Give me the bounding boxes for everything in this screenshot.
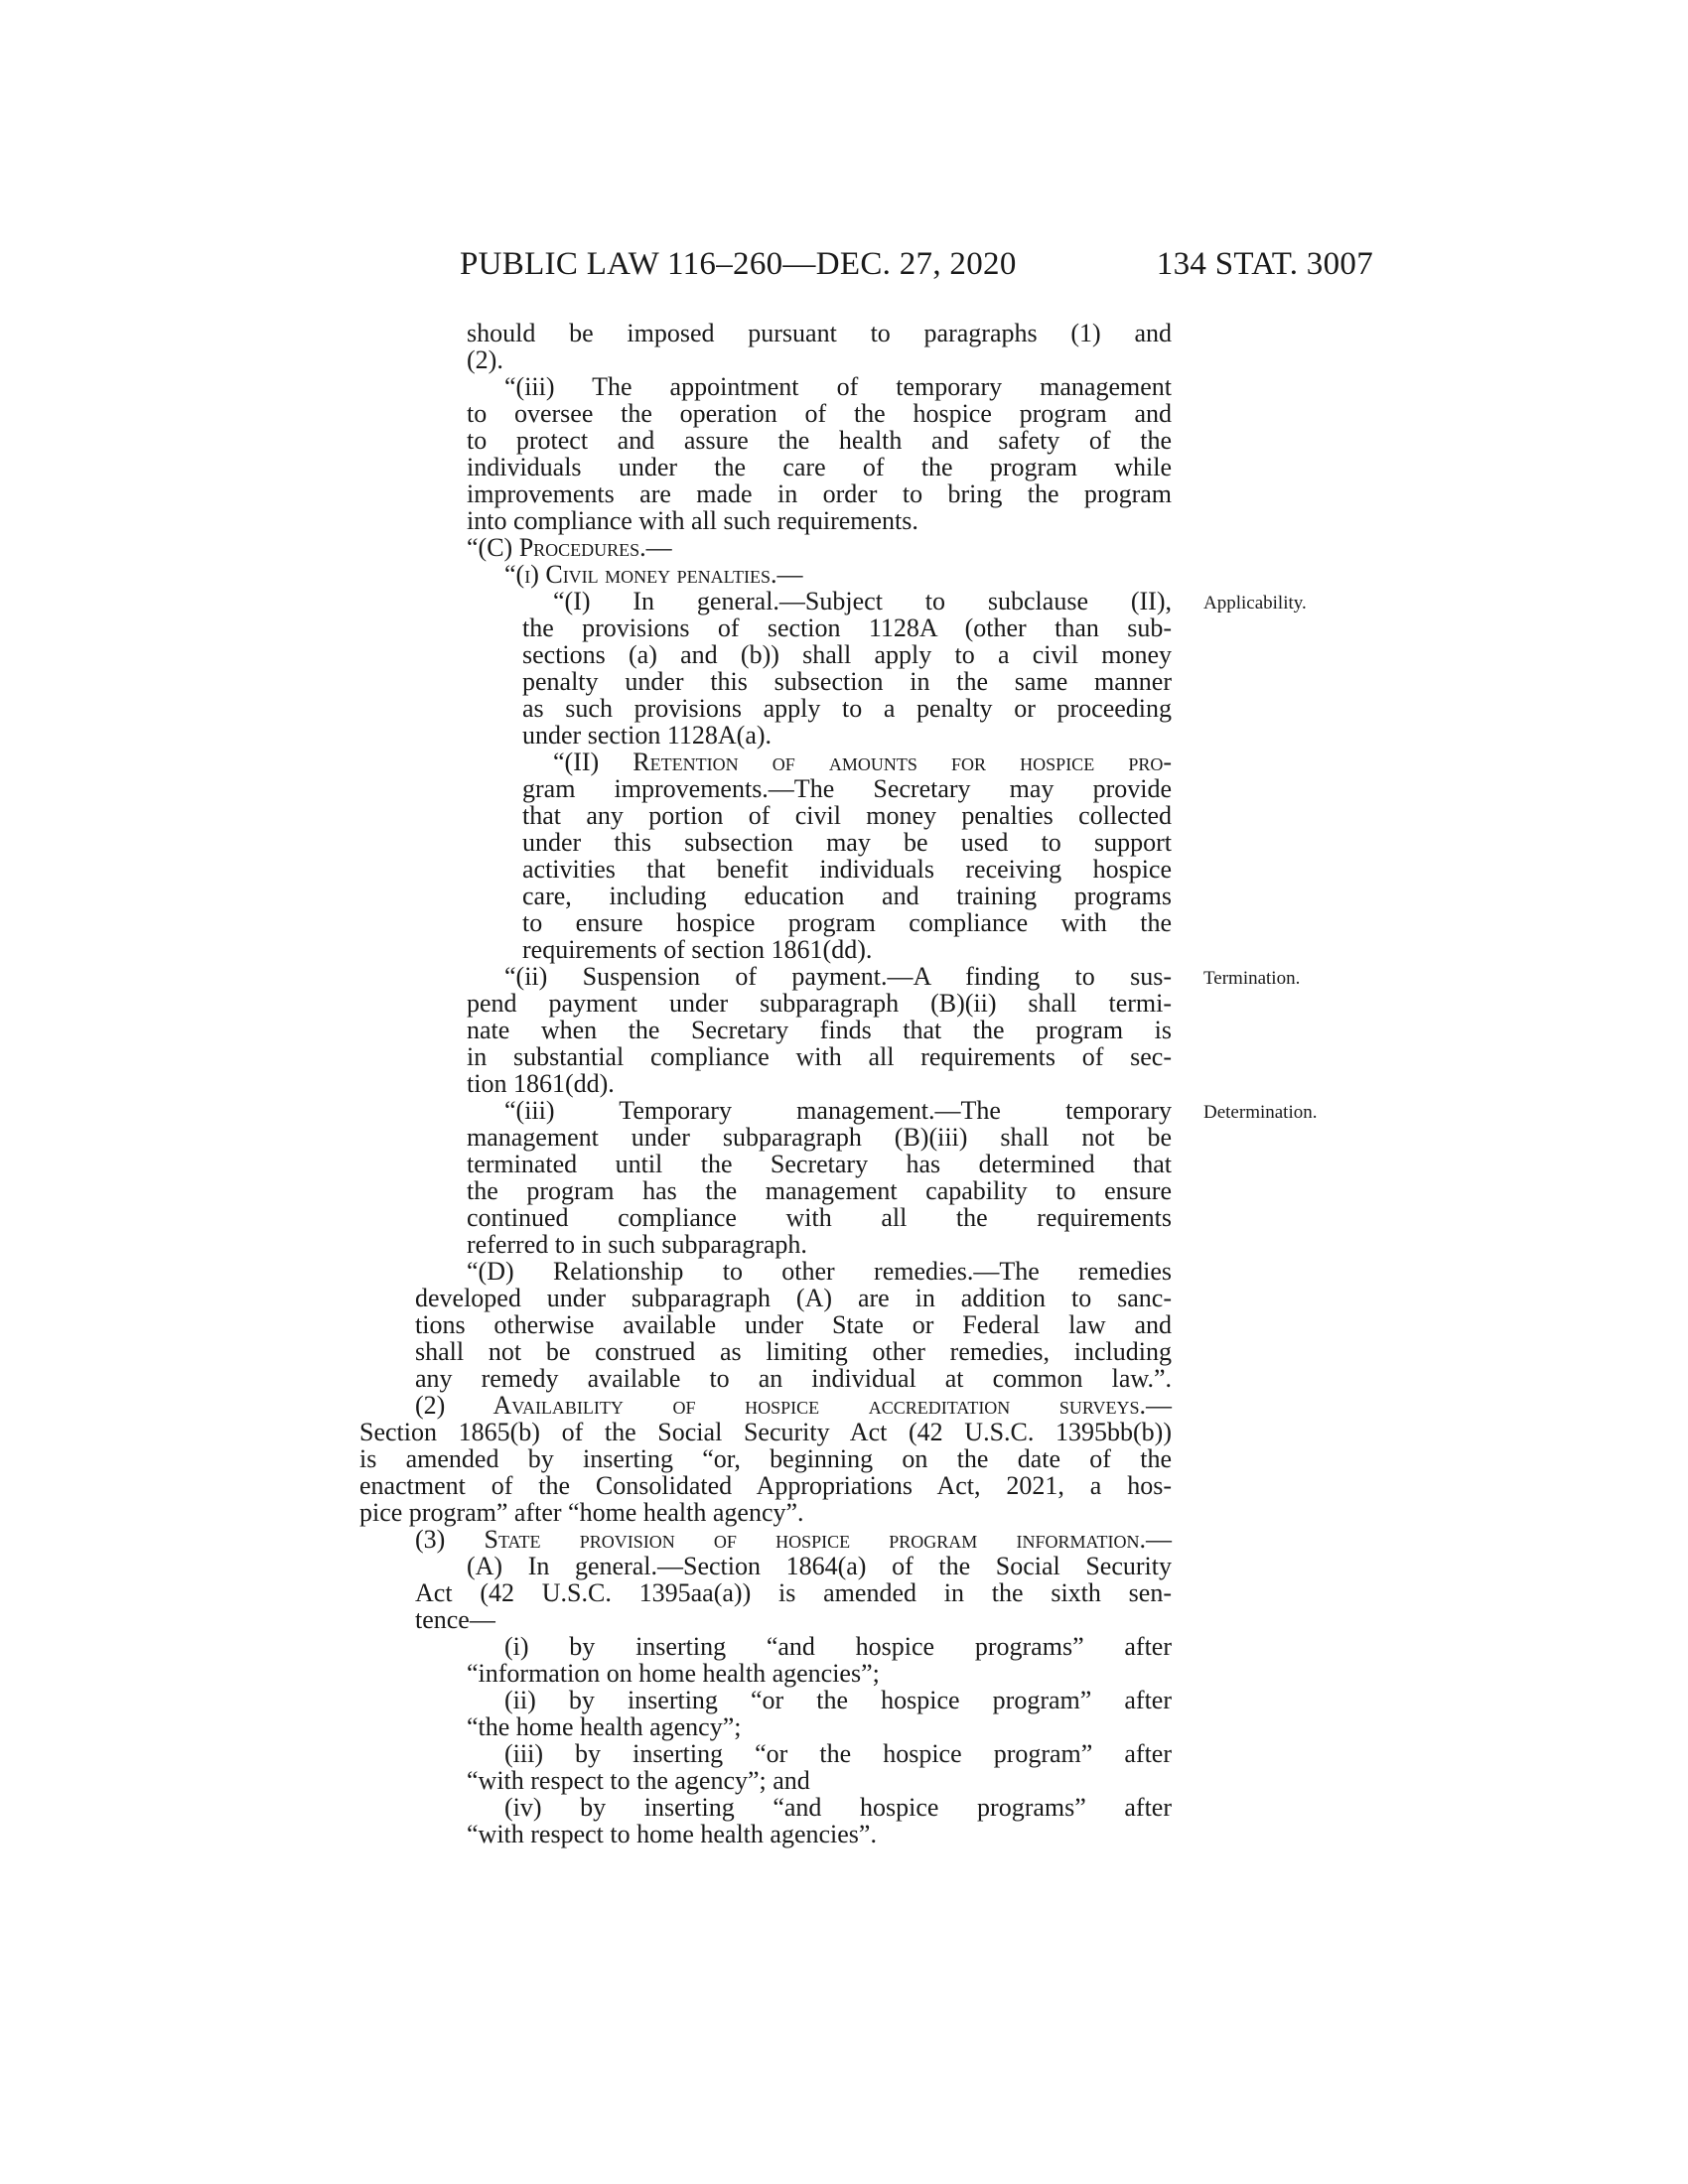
margin-note-determination: Determination.: [1203, 1102, 1318, 1123]
text-line: penalty under this subsection in the same manner: [522, 667, 1172, 696]
text-line: into compliance with all such requirements.: [467, 506, 918, 535]
text-line: shall not be construed as limiting other remedies, including: [415, 1337, 1172, 1366]
text-line: the provisions of section 1128A (other than sub-: [522, 614, 1172, 642]
text-line: developed under subparagraph (A) are in addition to sanc-: [415, 1284, 1172, 1312]
text-line: (2).: [467, 345, 503, 374]
heading-civil-money-penalties: “(i) Civil money penalties.—: [504, 560, 803, 589]
margin-note-applicability: Applicability.: [1203, 593, 1307, 614]
text-line: pice program” after “home health agency”.: [359, 1498, 804, 1527]
text-line: that any portion of civil money penalties collected: [522, 801, 1172, 830]
heading-procedures: “(C) Procedures.—: [467, 533, 672, 562]
public-law-citation: PUBLIC LAW 116–260—DEC. 27, 2020: [460, 246, 1017, 282]
text-line: referred to in such subparagraph.: [467, 1230, 807, 1259]
text-line: management under subparagraph (B)(iii) shall not be: [467, 1123, 1172, 1152]
text-line: (iii) by inserting “or the hospice program” after: [504, 1739, 1172, 1768]
text-line: “(D) Relationship to other remedies.—The remedies: [467, 1257, 1172, 1286]
text-line: to ensure hospice program compliance with the: [522, 908, 1172, 937]
statute-page-number: 134 STAT. 3007: [1156, 246, 1373, 282]
text-line: “(ii) Suspension of payment.—A finding to sus-: [504, 962, 1172, 991]
text-line: improvements are made in order to bring the program: [467, 479, 1172, 508]
text-line: nate when the Secretary finds that the program is: [467, 1016, 1172, 1044]
text-line: pend payment under subparagraph (B)(ii) shall termi-: [467, 989, 1172, 1018]
text-line: continued compliance with all the requirements: [467, 1203, 1172, 1232]
text-line: (iv) by inserting “and hospice programs” after: [504, 1793, 1172, 1822]
text-line: “information on home health agencies”;: [467, 1659, 880, 1688]
text-line: in substantial compliance with all requirements of sec-: [467, 1042, 1172, 1071]
text-line: the program has the management capability to ensure: [467, 1176, 1172, 1205]
text-line: tions otherwise available under State or Federal law and: [415, 1310, 1172, 1339]
text-line: “(I) In general.—Subject to subclause (II),: [553, 587, 1172, 615]
text-line: “(iii) Temporary management.—The temporary: [504, 1096, 1172, 1125]
text-line: care, including education and training programs: [522, 882, 1172, 910]
text-line: “the home health agency”;: [467, 1712, 742, 1741]
text-line: (i) by inserting “and hospice programs” after: [504, 1632, 1172, 1661]
text-line: any remedy available to an individual at common law.”.: [415, 1364, 1172, 1393]
text-line: as such provisions apply to a penalty or proceeding: [522, 694, 1172, 723]
text-line: (ii) by inserting “or the hospice program” after: [504, 1686, 1172, 1714]
running-header: [460, 246, 1373, 286]
text-line: enactment of the Consolidated Appropriations Act, 2021, a hos-: [359, 1471, 1172, 1500]
text-line: is amended by inserting “or, beginning on the date of the: [359, 1444, 1172, 1473]
text-line: tion 1861(dd).: [467, 1069, 615, 1098]
text-line: to protect and assure the health and safety of the: [467, 426, 1172, 455]
text-line: individuals under the care of the program while: [467, 453, 1172, 481]
heading-availability-of-surveys: (2) Availability of hospice accreditation surveys.—: [415, 1391, 1172, 1420]
text-line: Section 1865(b) of the Social Security Act (42 U.S.C. 1395bb(b)): [359, 1418, 1172, 1446]
text-line: “(II) Retention of amounts for hospice pro-: [553, 748, 1172, 776]
text-line: “(iii) The appointment of temporary management: [504, 372, 1172, 401]
text-line: terminated until the Secretary has determined that: [467, 1150, 1172, 1178]
text-line: activities that benefit individuals receiving hospice: [522, 855, 1172, 884]
margin-note-termination: Termination.: [1203, 968, 1301, 989]
text-line: Act (42 U.S.C. 1395aa(a)) is amended in the sixth sen-: [415, 1578, 1172, 1607]
text-line: requirements of section 1861(dd).: [522, 935, 873, 964]
text-line: (A) In general.—Section 1864(a) of the Social Security: [467, 1552, 1172, 1580]
text-line: sections (a) and (b)) shall apply to a civil money: [522, 640, 1172, 669]
heading-state-provision: (3) State provision of hospice program information.—: [415, 1525, 1172, 1554]
text-line: “with respect to home health agencies”.: [467, 1820, 877, 1848]
text-line: to oversee the operation of the hospice program and: [467, 399, 1172, 428]
text-line: tence—: [415, 1605, 495, 1634]
text-line: under section 1128A(a).: [522, 721, 773, 750]
text-line: gram improvements.—The Secretary may provide: [522, 774, 1172, 803]
text-line: “with respect to the agency”; and: [467, 1766, 810, 1795]
text-line: should be imposed pursuant to paragraphs (1) and: [467, 319, 1172, 347]
text-line: under this subsection may be used to support: [522, 828, 1172, 857]
